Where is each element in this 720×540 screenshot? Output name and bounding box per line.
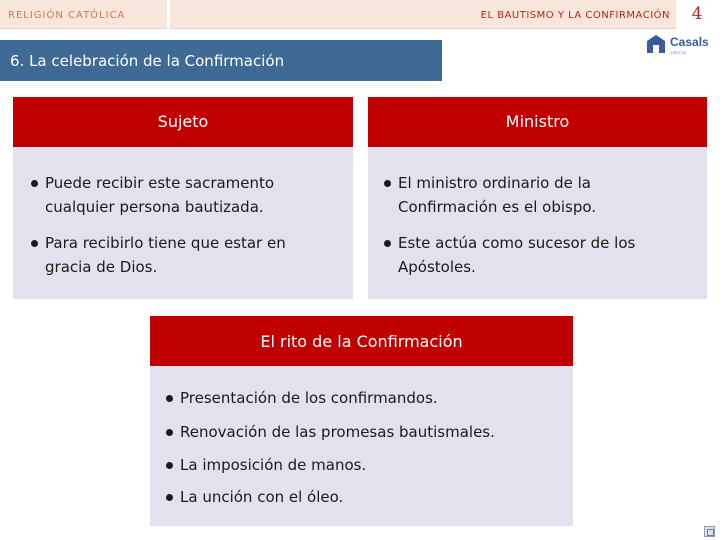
bullet-icon <box>31 240 38 247</box>
bullet-icon <box>31 180 38 187</box>
rite-item <box>162 420 495 444</box>
casals-logo-icon <box>645 33 667 55</box>
slide-nav-icon[interactable] <box>704 526 715 537</box>
unit-label: EL BAUTISMO Y LA CONFIRMACIÓN <box>480 10 670 21</box>
rite-item-text: Presentación de los confirmandos. <box>180 389 438 407</box>
header-left-tab <box>0 0 167 29</box>
rite-item <box>162 485 343 509</box>
subject-item-line: gracia de Dios. <box>45 258 158 276</box>
minister-item <box>380 171 596 219</box>
subject-item <box>27 171 274 219</box>
subject-item-line: Puede recibir este sacramento <box>45 174 275 192</box>
page-number: 4 <box>691 4 703 24</box>
minister-item-line: El ministro ordinario de la <box>398 174 591 192</box>
minister-item-line: Apóstoles. <box>398 258 476 276</box>
subject-box <box>13 147 353 299</box>
subject-item <box>27 231 286 279</box>
bullet-icon <box>166 462 173 469</box>
subject-item-line: cualquier persona bautizada. <box>45 198 264 216</box>
casals-logo <box>645 33 715 59</box>
bullet-icon <box>384 240 391 247</box>
minister-item-line: Este actúa como sucesor de los <box>398 234 636 252</box>
minister-header: Ministro <box>368 97 707 147</box>
rite-header: El rito de la Confirmación <box>150 316 573 366</box>
bullet-icon <box>166 494 173 501</box>
bullet-icon <box>166 395 173 402</box>
rite-item-text: La imposición de manos. <box>180 456 367 474</box>
rite-item-text: Renovación de las promesas bautismales. <box>180 423 495 441</box>
course-label: RELIGIÓN CATÓLICA <box>8 10 126 21</box>
minister-box <box>368 147 707 299</box>
subject-item-line: Para recibirlo tiene que estar en <box>45 234 286 252</box>
subject-header: Sujeto <box>13 97 353 147</box>
logo-subtext: editorial <box>670 50 687 55</box>
bullet-icon <box>384 180 391 187</box>
logo-text: Casals <box>670 35 709 49</box>
bullet-icon <box>166 429 173 436</box>
section-title: 6. La celebración de la Confirmación <box>0 40 442 81</box>
rite-item <box>162 386 438 410</box>
rite-item <box>162 453 366 477</box>
minister-item-line: Confirmación es el obispo. <box>398 198 597 216</box>
header-right-tab <box>170 0 676 29</box>
rite-item-text: La unción con el óleo. <box>180 488 344 506</box>
minister-item <box>380 231 635 279</box>
rite-box <box>150 366 573 526</box>
